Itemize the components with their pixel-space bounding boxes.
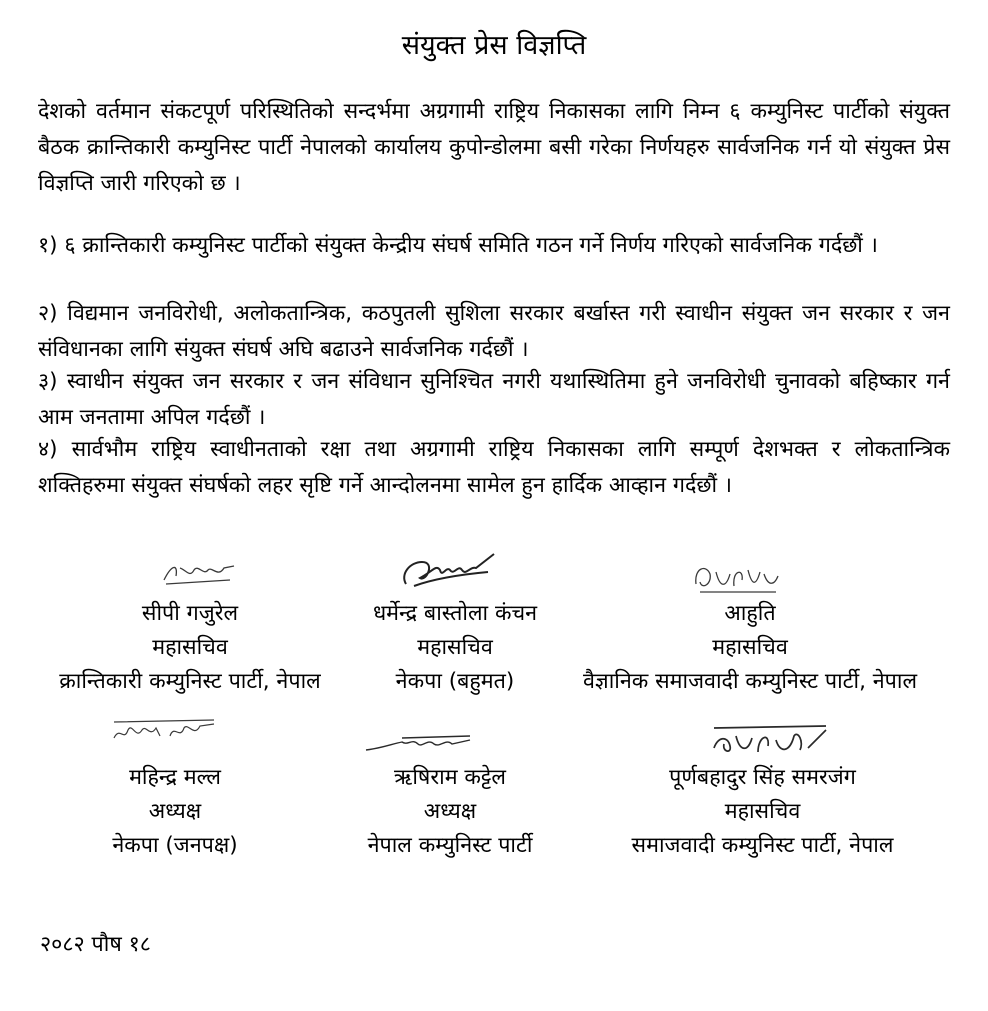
signatory-block-6	[590, 761, 935, 863]
signatory-party: क्रान्तिकारी कम्युनिस्ट पार्टी, नेपाल	[59, 669, 321, 694]
signature-ahuti	[690, 556, 784, 600]
signatory-role: महासचिव	[152, 635, 228, 660]
signatory-role: महासचिव	[417, 635, 493, 660]
signatory-name: महिन्द्र मल्ल	[129, 765, 221, 790]
signature-kattel	[362, 734, 474, 756]
signatory-name: ऋषिराम कट्टेल	[394, 765, 506, 790]
signature-samarjung	[708, 722, 832, 758]
signature-malla	[110, 716, 222, 748]
signatory-block-3	[560, 597, 940, 699]
signatory-block-1	[40, 597, 340, 699]
signatory-party: नेकपा (बहुमत)	[395, 669, 515, 694]
point-2: २) विद्यमान जनविरोधी, अलोकतान्त्रिक, कठपुतली सुशिला सरकार बर्खास्त गरी स्वाधीन संयुक्त जन सरकार र जन संविधानका लागि संयुक्त संघर्ष अघि बढाउने सार्वजनिक गर्दछौं ।	[38, 301, 950, 362]
signatory-block-4	[40, 761, 310, 863]
signatory-block-2	[335, 597, 575, 699]
signatory-role: अध्यक्ष	[148, 799, 202, 824]
signatory-role: अध्यक्ष	[423, 799, 477, 824]
signatory-role: महासचिव	[724, 799, 801, 824]
point-3: ३) स्वाधीन संयुक्त जन सरकार र जन संविधान सुनिश्चित नगरी यथास्थितिमा हुने जनविरोधी चुनावको बहिष्कार गर्न आम जनतामा अपिल गर्दछौं ।	[38, 369, 950, 430]
signature-kanchan	[396, 548, 500, 590]
intro-paragraph: देशको वर्तमान संकटपूर्ण परिस्थितिको सन्दर्भमा अग्रगामी राष्ट्रिय निकासका लागि निम्न ६ कम्युनिस्ट पार्टीको संयुक्त बैठक क्रान्तिकारी कम्युनिस्ट पार्टी नेपालको कार्यालय कुपोन्डोलमा बसी गरेका निर्णयहरु सार्वजनिक गर्न यो संयुक्त प्रेस विज्ञप्ति जारी गरिएको छ ।	[38, 99, 950, 196]
signatory-name: आहुति	[724, 601, 776, 626]
release-date: २०८२ पौष १८	[40, 932, 151, 957]
signatory-party: वैज्ञानिक समाजवादी कम्युनिस्ट पार्टी, नेपाल	[582, 669, 918, 694]
signatory-role: महासचिव	[712, 635, 788, 660]
signatory-party: नेकपा (जनपक्ष)	[112, 833, 238, 858]
signatory-name: सीपी गजुरेल	[141, 601, 239, 626]
signatory-block-5	[320, 761, 580, 863]
signature-gajurel	[160, 556, 240, 588]
signatory-party: समाजवादी कम्युनिस्ट पार्टी, नेपाल	[631, 833, 894, 858]
signatory-party: नेपाल कम्युनिस्ट पार्टी	[367, 833, 533, 858]
point-1: १) ६ क्रान्तिकारी कम्युनिस्ट पार्टीको संयुक्त केन्द्रीय संघर्ष समिति गठन गर्ने निर्णय गरिएको सार्वजनिक गर्दछौं ।	[38, 233, 878, 258]
document-title: संयुक्त प्रेस विज्ञप्ति	[401, 30, 587, 61]
signatory-name: पूर्णबहादुर सिंह समरजंग	[669, 765, 856, 790]
point-4: ४) सार्वभौम राष्ट्रिय स्वाधीनताको रक्षा तथा अग्रगामी राष्ट्रिय निकासका लागि सम्पूर्ण देशभक्त र लोकतान्त्रिक शक्तिहरुमा संयुक्त संघर्षको लहर सृष्टि गर्ने आन्दोलनमा सामेल हुन हार्दिक आव्हान गर्दछौं ।	[38, 437, 950, 498]
signatory-name: धर्मेन्द्र बास्तोला कंचन	[372, 601, 538, 626]
